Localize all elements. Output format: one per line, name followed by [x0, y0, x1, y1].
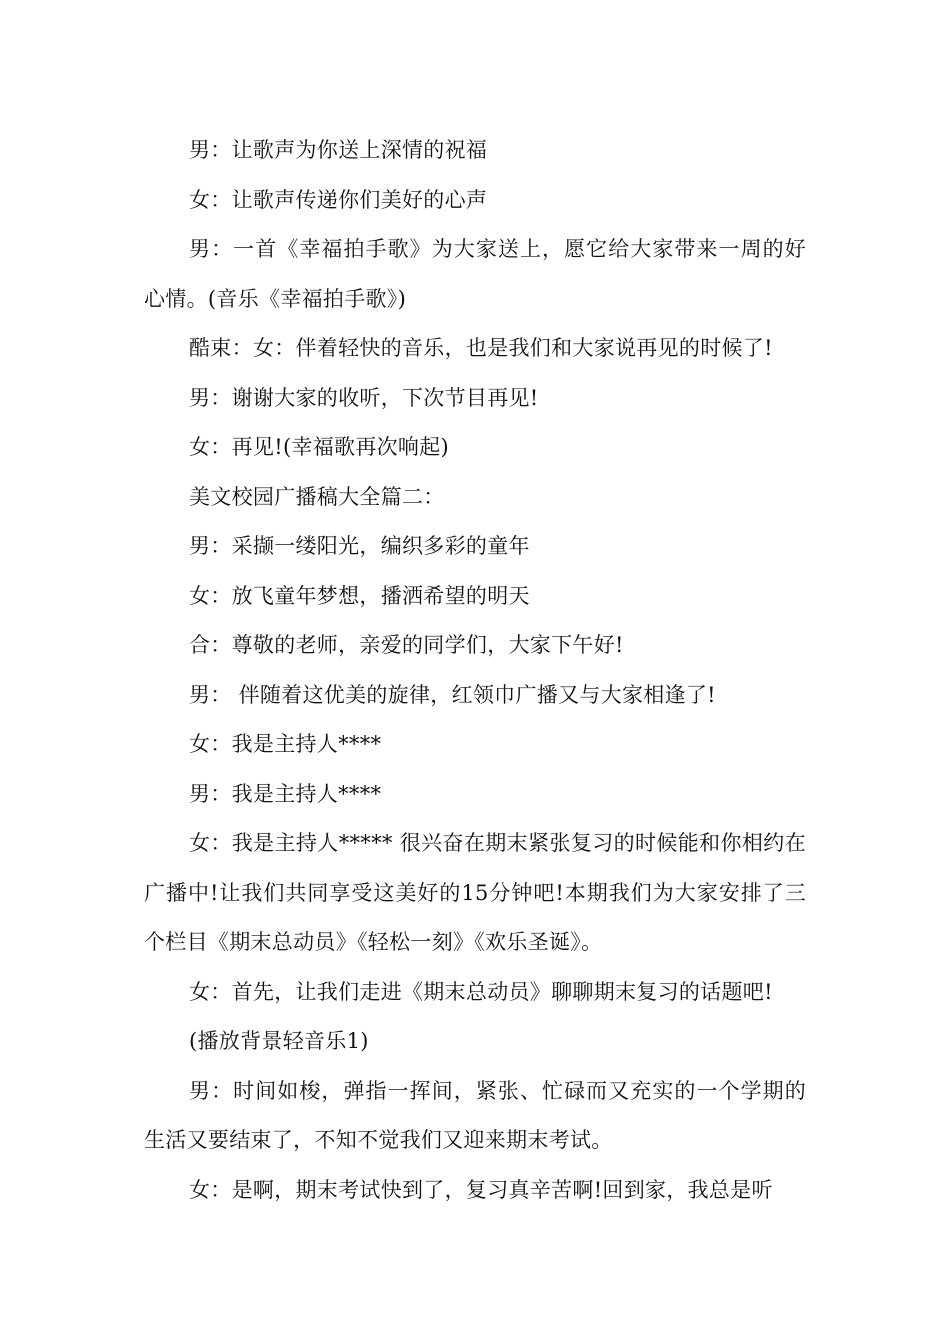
section-heading: 美文校园广播稿大全篇二： [189, 484, 445, 509]
paragraph-6: 女：再见!(幸福歌再次响起) [189, 435, 450, 459]
paragraph-15: 女：首先，让我们走进《期末总动员》聊聊期末复习的话题吧! [189, 979, 773, 1004]
paragraph-4: 酷束：女：伴着轻快的音乐，也是我们和大家说再见的时候了! [189, 336, 773, 360]
paragraph-9: 女：放飞童年梦想，播洒希望的明天 [189, 583, 530, 608]
paragraph-8: 男：采撷一缕阳光，编织多彩的童年 [189, 534, 530, 558]
paragraph-12: 女：我是主持人**** [189, 732, 382, 756]
paragraph-2: 女：让歌声传递你们美好的心声 [189, 187, 488, 212]
paragraph-16: (播放背景轻音乐1) [189, 1029, 369, 1053]
paragraph-5: 男：谢谢大家的收听，下次节目再见! [189, 385, 539, 410]
paragraph-3: 男：一首《幸福拍手歌》为大家送上，愿它给大家带来一周的好心情。(音乐《幸福拍手歌》) [144, 237, 806, 311]
paragraph-1: 男：让歌声为你送上深情的祝福 [189, 138, 488, 162]
paragraph-13: 男：我是主持人**** [189, 781, 382, 806]
paragraph-14: 女：我是主持人***** 很兴奋在期末紧张复习的时候能和你相约在广播中!让我们共同享受这美好的15分钟吧!本期我们为大家安排了三个栏目《期末总动员》《轻松一刻》《欢乐圣诞》。 [144, 831, 806, 954]
document-body [144, 126, 806, 1215]
paragraph-11: 男： 伴随着这优美的旋律，红领巾广播又与大家相逢了! [189, 682, 716, 707]
paragraph-18: 女：是啊，期末考试快到了，复习真辛苦啊!回到家，我总是听 [189, 1177, 773, 1202]
paragraph-17: 男：时间如梭，弹指一挥间，紧张、忙碌而又充实的一个学期的生活又要结束了，不知不觉我们又迎来期末考试。 [144, 1078, 806, 1152]
paragraph-10: 合：尊敬的老师，亲爱的同学们，大家下午好! [189, 633, 624, 657]
